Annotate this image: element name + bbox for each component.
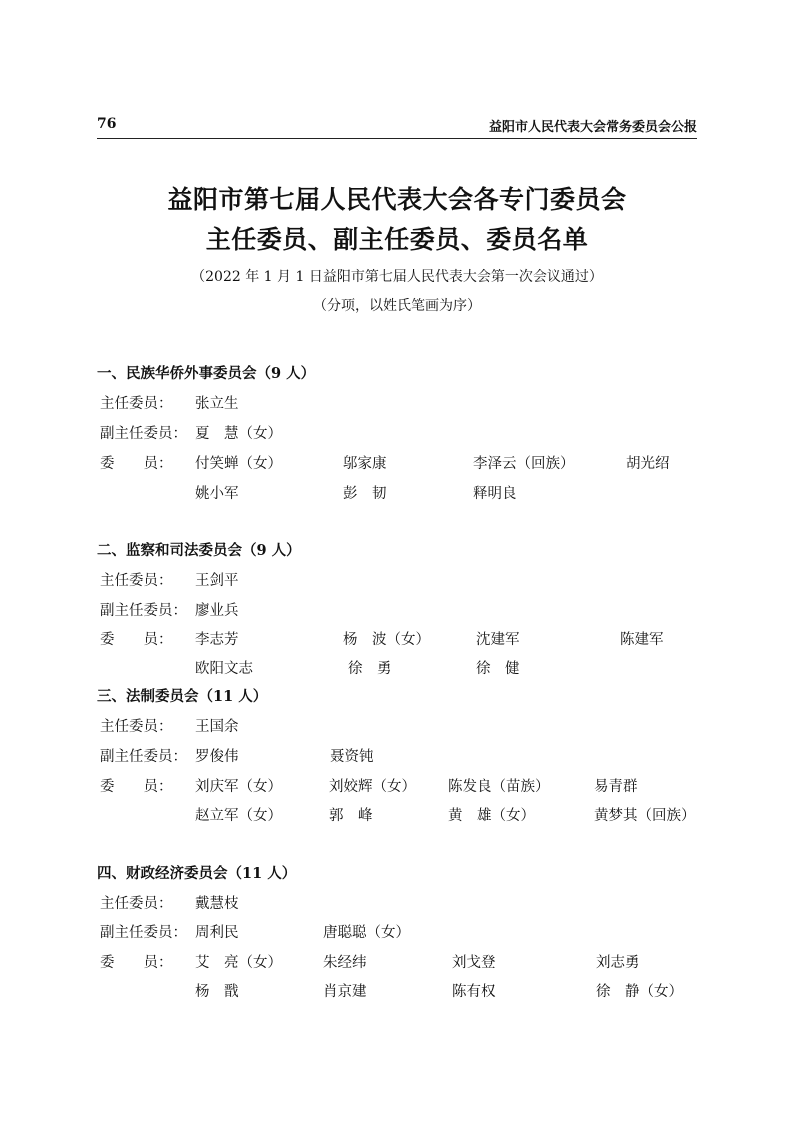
member-name: 陈有权 [452,984,496,1000]
member-name: 杨 戬 [195,984,239,1000]
member-name: 刘庆军（女） [195,779,282,795]
role-label-vice: 副主任委员： [100,426,187,442]
chair-name: 王剑平 [195,573,239,589]
member-name: 易青群 [594,779,638,795]
member-name: 胡光绍 [626,456,670,472]
page-header [97,116,697,139]
chair-name: 王国余 [195,719,239,735]
role-label-vice: 副主任委员： [100,749,187,765]
vice-chair-name: 周利民 [195,925,239,941]
chair-name: 张立生 [195,396,239,412]
role-label-chair: 主任委员： [100,573,173,589]
member-name: 肖京建 [323,984,367,1000]
role-label-vice: 副主任委员： [100,603,187,619]
chair-name: 戴慧枝 [195,896,239,912]
member-name: 刘志勇 [596,955,640,971]
member-name: 黄梦其（回族） [594,808,696,824]
member-name: 付笑蝉（女） [195,456,282,472]
member-name: 姚小军 [195,486,239,502]
vice-chair-name: 聂资钝 [330,749,374,765]
role-label-chair: 主任委员： [100,896,173,912]
member-name: 李志芳 [195,632,239,648]
member-name: 朱经纬 [323,955,367,971]
member-name: 徐 勇 [348,661,392,677]
member-name: 李泽云（回族） [473,456,575,472]
role-label-member: 委 员： [100,955,173,971]
member-name: 艾 亮（女） [195,955,282,971]
adoption-note: （2022 年 1 月 1 日益阳市第七届人民代表大会第一次会议通过） [191,269,603,285]
member-name: 陈建军 [620,632,664,648]
vice-chair-name: 夏 慧（女） [195,426,282,442]
role-label-chair: 主任委员： [100,719,173,735]
member-name: 刘戈登 [452,955,496,971]
role-label-chair: 主任委员： [100,396,173,412]
member-name: 杨 波（女） [343,632,430,648]
member-name: 黄 雄（女） [448,808,535,824]
ordering-note: （分项，以姓氏笔画为序） [313,298,481,314]
role-label-vice: 副主任委员： [100,925,187,941]
section-heading-supervision-judicial: 二、监察和司法委员会（9 人） [97,542,301,559]
section-heading-ethnic-affairs: 一、民族华侨外事委员会（9 人） [97,365,316,382]
member-name: 徐 健 [476,661,520,677]
section-heading-finance-economy: 四、财政经济委员会（11 人） [97,865,297,882]
member-name: 徐 静（女） [596,984,683,1000]
member-name: 沈建军 [476,632,520,648]
vice-chair-name: 廖业兵 [195,603,239,619]
document-title-line-2: 主任委员、副主任委员、委员名单 [205,225,589,254]
page-number: 76 [97,116,117,132]
member-name: 赵立军（女） [195,808,282,824]
member-name: 陈发良（苗族） [448,779,550,795]
vice-chair-name: 唐聪聪（女） [323,925,410,941]
vice-chair-name: 罗俊伟 [195,749,239,765]
journal-title: 益阳市人民代表大会常务委员会公报 [488,120,697,135]
section-heading-legislative: 三、法制委员会（11 人） [97,688,268,705]
member-name: 彭 韧 [343,486,387,502]
member-name: 欧阳文志 [195,661,253,677]
member-name: 郭 峰 [329,808,373,824]
role-label-member: 委 员： [100,456,173,472]
member-name: 刘姣辉（女） [329,779,416,795]
role-label-member: 委 员： [100,632,173,648]
member-name: 释明良 [473,486,517,502]
member-name: 邬家康 [343,456,387,472]
document-title-line-1: 益阳市第七届人民代表大会各专门委员会 [167,185,627,214]
role-label-member: 委 员： [100,779,173,795]
